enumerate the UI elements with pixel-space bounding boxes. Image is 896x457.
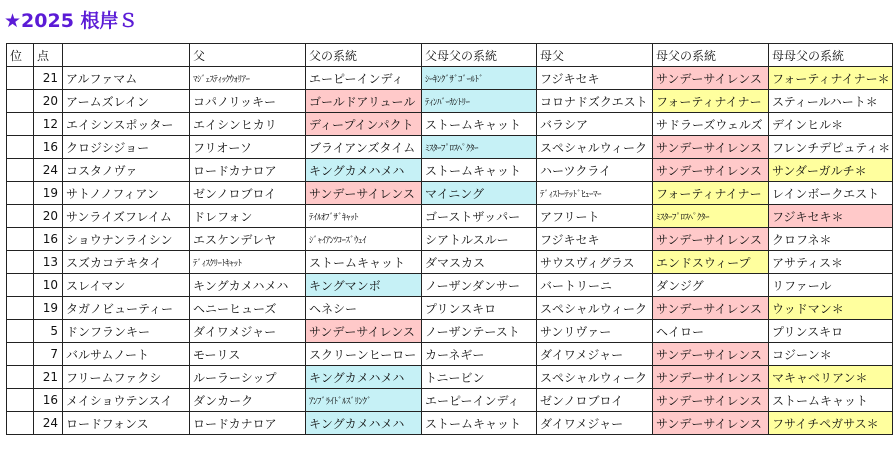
cell-dam-sire: サンリヴァー: [537, 320, 653, 343]
cell-dam-sire-line: サドラーズウェルズ: [653, 113, 769, 136]
cell-dam-sire-line: サンデーサイレンス: [653, 228, 769, 251]
cell-sire: ドレフォン: [190, 205, 306, 228]
cell-position: [7, 412, 34, 435]
cell-sire: キングカメハメハ: [190, 274, 306, 297]
cell-dam-sire-line: フォーティナイナー: [653, 90, 769, 113]
table-row: [7, 159, 893, 182]
cell-position: [7, 67, 34, 90]
header-points: 点: [34, 44, 63, 67]
table-row: [7, 389, 893, 412]
cell-sire: ﾏｼﾞｪｽﾃｨｯｸｳｫﾘｱｰ: [190, 67, 306, 90]
cell-dam-sire: スペシャルウィーク: [537, 366, 653, 389]
cell-position: [7, 90, 34, 113]
cell-dam-sire-line: サンデーサイレンス: [653, 343, 769, 366]
header-sire: 父: [190, 44, 306, 67]
cell-dam-dam-sire-line: クロフネ＊: [769, 228, 893, 251]
cell-sire-line: キングカメハメハ: [306, 366, 422, 389]
cell-sire: ルーラーシップ: [190, 366, 306, 389]
cell-points: 19: [34, 297, 63, 320]
cell-dam-sire-line: サンデーサイレンス: [653, 159, 769, 182]
cell-sire-dam-sire-line: ストームキャット: [422, 159, 537, 182]
cell-sire-line: ストームキャット: [306, 251, 422, 274]
cell-points: 21: [34, 366, 63, 389]
cell-position: [7, 205, 34, 228]
cell-position: [7, 251, 34, 274]
cell-points: 24: [34, 412, 63, 435]
cell-sire: モーリス: [190, 343, 306, 366]
cell-dam-dam-sire-line: フォーティナイナー＊: [769, 67, 893, 90]
cell-sire-dam-sire-line: カーネギー: [422, 343, 537, 366]
cell-sire-dam-sire-line: トニービン: [422, 366, 537, 389]
cell-horse-name: スズカコテキタイ: [63, 251, 190, 274]
cell-sire-line: ﾃｲﾙｵﾌﾞｻﾞｷｬｯﾄ: [306, 205, 422, 228]
header-dam-dam-sire-line: 母母父の系統: [769, 44, 893, 67]
cell-points: 24: [34, 159, 63, 182]
cell-dam-sire: サウスヴィグラス: [537, 251, 653, 274]
cell-horse-name: ショウナンライシン: [63, 228, 190, 251]
cell-position: [7, 297, 34, 320]
cell-sire: エイシンヒカリ: [190, 113, 306, 136]
cell-dam-sire-line: サンデーサイレンス: [653, 136, 769, 159]
cell-horse-name: メイショウテンスイ: [63, 389, 190, 412]
cell-position: [7, 159, 34, 182]
cell-dam-dam-sire-line: リファール: [769, 274, 893, 297]
cell-sire-line: ディープインパクト: [306, 113, 422, 136]
cell-dam-sire-line: ヘイロー: [653, 320, 769, 343]
cell-sire: ヘニーヒューズ: [190, 297, 306, 320]
cell-dam-sire: ハーツクライ: [537, 159, 653, 182]
cell-dam-dam-sire-line: サンダーガルチ＊: [769, 159, 893, 182]
cell-sire-line: ｱﾝﾌﾞﾗｲﾄﾞﾙｽﾞﾘﾝｸﾞ: [306, 389, 422, 412]
cell-horse-name: バルサムノート: [63, 343, 190, 366]
table-row: [7, 182, 893, 205]
table-row: [7, 274, 893, 297]
cell-sire: フリオーソ: [190, 136, 306, 159]
cell-sire: コパノリッキー: [190, 90, 306, 113]
cell-points: 10: [34, 274, 63, 297]
cell-horse-name: サンライズフレイム: [63, 205, 190, 228]
cell-position: [7, 228, 34, 251]
cell-sire-dam-sire-line: エーピーインディ: [422, 389, 537, 412]
cell-dam-dam-sire-line: スティールハート＊: [769, 90, 893, 113]
cell-sire-line: サンデーサイレンス: [306, 320, 422, 343]
cell-sire: ロードカナロア: [190, 159, 306, 182]
table-row: [7, 228, 893, 251]
cell-dam-sire: アフリート: [537, 205, 653, 228]
cell-dam-sire: ﾃﾞｨｽﾄｰﾃｯﾄﾞﾋｭｰﾏｰ: [537, 182, 653, 205]
cell-horse-name: コスタノヴァ: [63, 159, 190, 182]
table-row: [7, 297, 893, 320]
cell-points: 12: [34, 113, 63, 136]
page-title: ★2025 根岸Ｓ: [4, 10, 138, 32]
cell-dam-dam-sire-line: プリンスキロ: [769, 320, 893, 343]
cell-sire-line: ゴールドアリュール: [306, 90, 422, 113]
table-row: [7, 113, 893, 136]
cell-dam-dam-sire-line: フレンチデピュティ＊: [769, 136, 893, 159]
cell-position: [7, 113, 34, 136]
cell-sire-dam-sire-line: マイニング: [422, 182, 537, 205]
cell-points: 19: [34, 182, 63, 205]
table-row: [7, 251, 893, 274]
cell-dam-sire-line: エンドスウィープ: [653, 251, 769, 274]
cell-dam-dam-sire-line: ウッドマン＊: [769, 297, 893, 320]
cell-position: [7, 366, 34, 389]
cell-points: 16: [34, 389, 63, 412]
table-row: [7, 343, 893, 366]
cell-horse-name: サトノノフィアン: [63, 182, 190, 205]
cell-dam-sire: バートリーニ: [537, 274, 653, 297]
cell-horse-name: タガノビューティー: [63, 297, 190, 320]
cell-sire: ダンカーク: [190, 389, 306, 412]
cell-horse-name: ロードフォンス: [63, 412, 190, 435]
cell-dam-sire: ダイワメジャー: [537, 412, 653, 435]
table-row: [7, 205, 893, 228]
cell-dam-sire-line: ﾐｽﾀｰﾌﾟﾛｽﾍﾟｸﾀｰ: [653, 205, 769, 228]
cell-position: [7, 343, 34, 366]
cell-horse-name: エイシンスポッター: [63, 113, 190, 136]
cell-dam-sire-line: フォーティナイナー: [653, 182, 769, 205]
cell-sire-dam-sire-line: ノーザンダンサー: [422, 274, 537, 297]
cell-dam-sire: フジキセキ: [537, 228, 653, 251]
cell-position: [7, 320, 34, 343]
cell-horse-name: フリームファクシ: [63, 366, 190, 389]
table-row: [7, 67, 893, 90]
cell-dam-dam-sire-line: デインヒル＊: [769, 113, 893, 136]
cell-points: 20: [34, 90, 63, 113]
cell-points: 16: [34, 228, 63, 251]
cell-sire: ロードカナロア: [190, 412, 306, 435]
cell-sire-line: キングカメハメハ: [306, 412, 422, 435]
cell-dam-dam-sire-line: コジーン＊: [769, 343, 893, 366]
header-horse: [63, 44, 190, 67]
cell-horse-name: アルファマム: [63, 67, 190, 90]
cell-dam-sire-line: サンデーサイレンス: [653, 389, 769, 412]
cell-sire-dam-sire-line: ストームキャット: [422, 412, 537, 435]
cell-horse-name: ドンフランキー: [63, 320, 190, 343]
table-row: [7, 412, 893, 435]
header-sire-line: 父の系統: [306, 44, 422, 67]
header-position: 位: [7, 44, 34, 67]
header-dam-sire: 母父: [537, 44, 653, 67]
cell-dam-sire-line: サンデーサイレンス: [653, 67, 769, 90]
cell-sire: エスケンデレヤ: [190, 228, 306, 251]
cell-sire-dam-sire-line: シアトルスルー: [422, 228, 537, 251]
cell-dam-sire: ゼンノロブロイ: [537, 389, 653, 412]
cell-sire: ﾃﾞｨｽｸﾘｰﾄｷｬｯﾄ: [190, 251, 306, 274]
cell-sire-line: サンデーサイレンス: [306, 182, 422, 205]
cell-horse-name: クロジシジョー: [63, 136, 190, 159]
cell-points: 13: [34, 251, 63, 274]
cell-points: 7: [34, 343, 63, 366]
cell-dam-sire-line: サンデーサイレンス: [653, 297, 769, 320]
cell-position: [7, 274, 34, 297]
cell-sire-dam-sire-line: ゴーストザッパー: [422, 205, 537, 228]
cell-dam-sire: フジキセキ: [537, 67, 653, 90]
cell-points: 16: [34, 136, 63, 159]
cell-dam-sire: スペシャルウィーク: [537, 297, 653, 320]
table-row: [7, 136, 893, 159]
cell-sire: ダイワメジャー: [190, 320, 306, 343]
cell-dam-sire: スペシャルウィーク: [537, 136, 653, 159]
cell-dam-sire: ダイワメジャー: [537, 343, 653, 366]
header-row: [7, 44, 893, 67]
cell-dam-dam-sire-line: レインボークエスト: [769, 182, 893, 205]
cell-position: [7, 182, 34, 205]
cell-sire-dam-sire-line: ストームキャット: [422, 113, 537, 136]
cell-points: 21: [34, 67, 63, 90]
cell-dam-dam-sire-line: マキャベリアン＊: [769, 366, 893, 389]
cell-dam-dam-sire-line: フサイチペガサス＊: [769, 412, 893, 435]
cell-sire-dam-sire-line: プリンスキロ: [422, 297, 537, 320]
cell-sire-dam-sire-line: ノーザンテースト: [422, 320, 537, 343]
cell-dam-sire-line: ダンジグ: [653, 274, 769, 297]
cell-dam-sire: コロナドズクエスト: [537, 90, 653, 113]
cell-sire-dam-sire-line: ダマスカス: [422, 251, 537, 274]
table-row: [7, 90, 893, 113]
cell-sire: ゼンノロブロイ: [190, 182, 306, 205]
cell-sire-line: エーピーインディ: [306, 67, 422, 90]
cell-points: 20: [34, 205, 63, 228]
cell-sire-line: キングカメハメハ: [306, 159, 422, 182]
cell-points: 5: [34, 320, 63, 343]
cell-dam-sire-line: サンデーサイレンス: [653, 412, 769, 435]
cell-position: [7, 136, 34, 159]
cell-dam-dam-sire-line: ストームキャット: [769, 389, 893, 412]
table-row: [7, 320, 893, 343]
pedigree-table: [6, 43, 893, 435]
cell-sire-line: キングマンボ: [306, 274, 422, 297]
cell-horse-name: アームズレイン: [63, 90, 190, 113]
cell-sire-line: ブライアンズタイム: [306, 136, 422, 159]
cell-position: [7, 389, 34, 412]
cell-sire-dam-sire-line: ｼｰｷﾝｸﾞｻﾞｺﾞｰﾙﾄﾞ: [422, 67, 537, 90]
cell-dam-sire-line: サンデーサイレンス: [653, 366, 769, 389]
cell-horse-name: スレイマン: [63, 274, 190, 297]
cell-sire-line: スクリーンヒーロー: [306, 343, 422, 366]
cell-sire-line: ｼﾞｬｲｱﾝﾂｺｰｽﾞｳｪｲ: [306, 228, 422, 251]
cell-sire-dam-sire-line: ﾃｨﾝﾊﾞｰｶﾝﾄﾘｰ: [422, 90, 537, 113]
cell-dam-dam-sire-line: フジキセキ＊: [769, 205, 893, 228]
table-row: [7, 366, 893, 389]
header-sire-dam-sire-line: 父母父の系統: [422, 44, 537, 67]
cell-dam-dam-sire-line: アサティス＊: [769, 251, 893, 274]
cell-sire-dam-sire-line: ﾐｽﾀｰﾌﾟﾛｽﾍﾟｸﾀｰ: [422, 136, 537, 159]
cell-dam-sire: バラシア: [537, 113, 653, 136]
cell-sire-line: ヘネシー: [306, 297, 422, 320]
header-dam-sire-line: 母父の系統: [653, 44, 769, 67]
